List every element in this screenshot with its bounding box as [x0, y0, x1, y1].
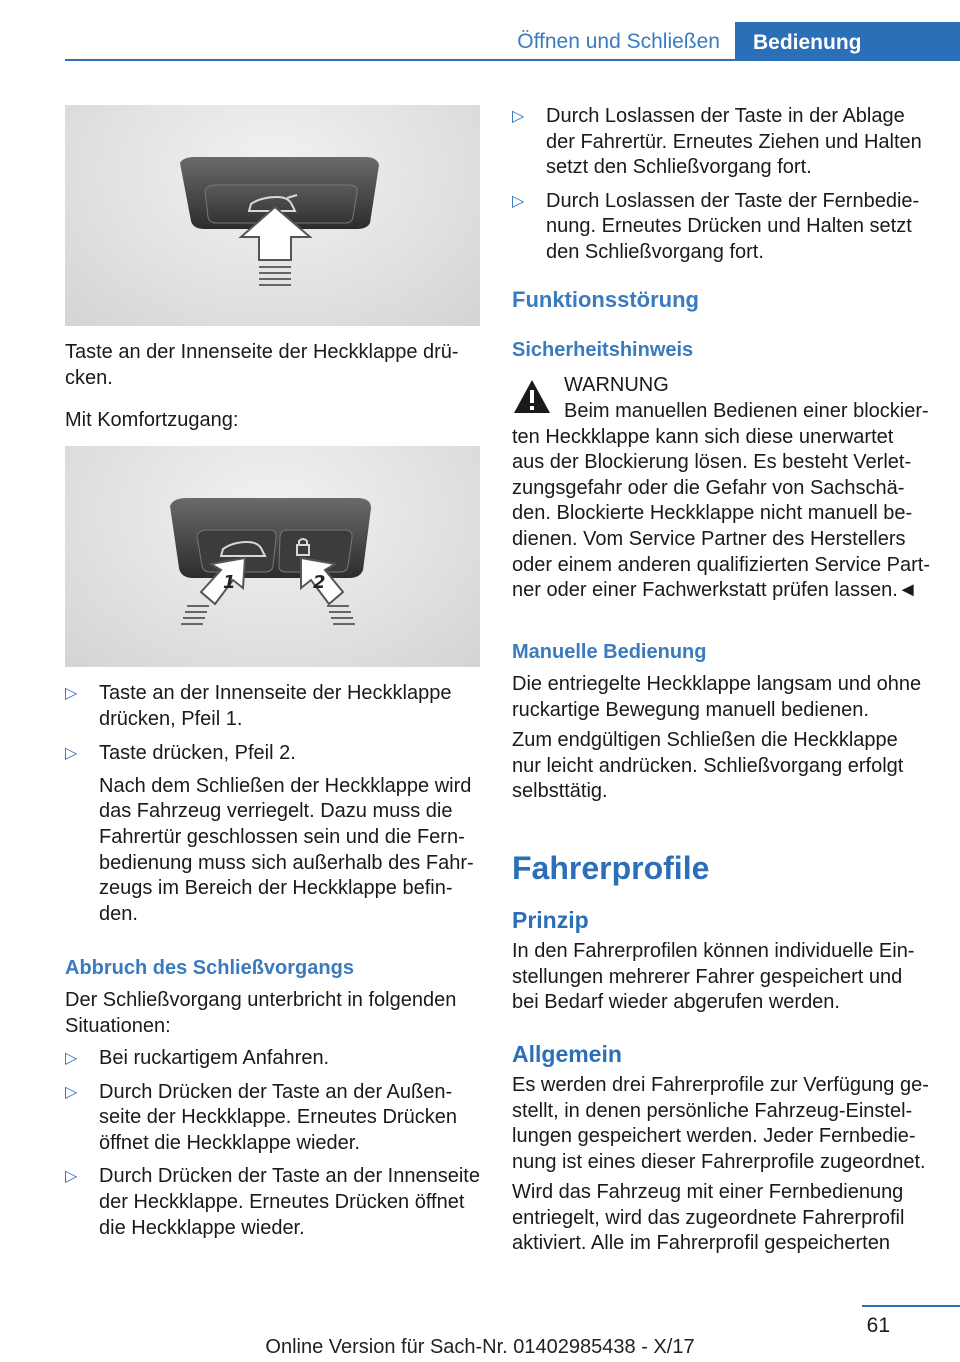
principle-heading: Prinzip: [512, 907, 589, 933]
tailgate-button-illustration: [65, 105, 480, 326]
list-item: ▷ Durch Drücken der Taste an der Innenseite der Heckklappe. Erneutes Drücken öffnet die Heckklappe wieder.: [65, 1164, 480, 1241]
driver-profiles-heading: Fahrerprofile: [512, 850, 710, 886]
caption-inner-button: Taste an der Innenseite der Heckklappe drü- cken.: [65, 341, 459, 389]
tailgate-button-photo: [65, 105, 480, 326]
list-item: ▷ Durch Loslassen der Taste der Fernbedie- nung. Erneutes Drücken und Halten setzt den Schließvorgang fort.: [512, 189, 927, 266]
release-list: [512, 104, 927, 266]
warning-title: WARNUNG: [564, 374, 669, 396]
list-item: ▷ Taste an der Innenseite der Heckklappe drücken, Pfeil 1.: [65, 681, 480, 732]
safety-note-heading: Sicherheitshinweis: [512, 339, 694, 361]
manual-operation-p2: Zum endgültigen Schließen die Heckklappe nur leicht andrücken. Schließvorgang erfolgt selbsttätig.: [512, 729, 904, 803]
comfort-steps-list: [65, 681, 480, 927]
abort-list: [65, 1046, 480, 1241]
comfort-access-buttons-photo: [65, 446, 480, 667]
list-item: ▷ Durch Loslassen der Taste in der Ablage der Fahrertür. Erneutes Ziehen und Halten setzt den Schließvorgang fort.: [512, 104, 927, 181]
manual-operation-p1: Die entriegelte Heckklappe langsam und ohne ruckartige Bewegung manuell bedienen.: [512, 673, 922, 721]
arrow-label-1: 1: [223, 572, 236, 593]
general-heading: Allgemein: [512, 1041, 622, 1067]
warning-triangle-icon: [512, 378, 552, 416]
page-number: 61: [866, 1314, 890, 1337]
page-header: [0, 0, 960, 62]
list-item: ▷ Taste drücken, Pfeil 2. Nach dem Schließen der Heckklappe wird das Fahrzeug verriegelt. Dazu muss die Fahrertür geschlossen sein und die Fern- bedienung muss sich außerhalb des Fahr- zeugs im Bereich der Heckklappe befin- den.: [65, 741, 480, 927]
list-item: ▷ Durch Drücken der Taste an der Außen- seite der Heckklappe. Erneutes Drücken öffnet die Heckklappe wieder.: [65, 1080, 480, 1157]
list-item: ▷ Bei ruckartigem Anfahren.: [65, 1046, 480, 1072]
abort-closing-heading: Abbruch des Schließvorgangs: [65, 957, 354, 979]
online-version-note: Online Version für Sach-Nr. 01402985438 - X/17: [265, 1336, 695, 1358]
general-p1: Es werden drei Fahrerprofile zur Verfügung ge- stellt, in denen persönliche Fahrzeug-Einstel- lungen gespeichert werden. Jeder Fernbedie- nung ist eines dieser Fahrerprofile zugeordnet.: [512, 1074, 929, 1173]
general-p2: Wird das Fahrzeug mit einer Fernbedienung entriegelt, wird das zugeordnete Fahrerprofil aktiviert. Alle im Fahrerprofil gespeicherten: [512, 1181, 905, 1255]
manual-operation-heading: Manuelle Bedienung: [512, 641, 707, 663]
malfunction-heading: Funktionsstörung: [512, 287, 699, 312]
comfort-access-label: Mit Komfortzugang:: [65, 409, 239, 431]
principle-text: In den Fahrerprofilen können individuelle Ein- stellungen mehrerer Fahrer gespeichert und bei Bedarf wieder abgerufen werden.: [512, 940, 915, 1014]
two-buttons-illustration: [65, 446, 480, 667]
footer-rule: [862, 1305, 960, 1307]
abort-intro: Der Schließvorgang unterbricht in folgenden Situationen:: [65, 989, 457, 1037]
locking-info-paragraph: Nach dem Schließen der Heckklappe wird das Fahrzeug verriegelt. Dazu muss die Fahrertür geschlossen sein und die Fern- bedienung muss sich außerhalb des Fahr- zeugs im Bereich der Heckklappe befin- den.: [99, 774, 474, 925]
header-chapter-tab: Bedienung: [735, 22, 960, 60]
arrow-label-2: 2: [313, 572, 326, 593]
warning-text: Beim manuellen Bedienen einer blockier- ten Heckklappe kann sich diese unerwartet aus der Blockierung lösen. Es besteht Verlet- zungsgefahr oder die Gefahr von Sachschä- den. Blockierte Heckklappe nicht manuell be- dienen. Vom Service Partner des Herstellers oder einem anderen qualifizierten Service Part- ner oder einer Fachwerkstatt prüfen lassen.◄: [512, 400, 930, 602]
header-section-title: Öffnen und Schließen: [517, 30, 720, 53]
